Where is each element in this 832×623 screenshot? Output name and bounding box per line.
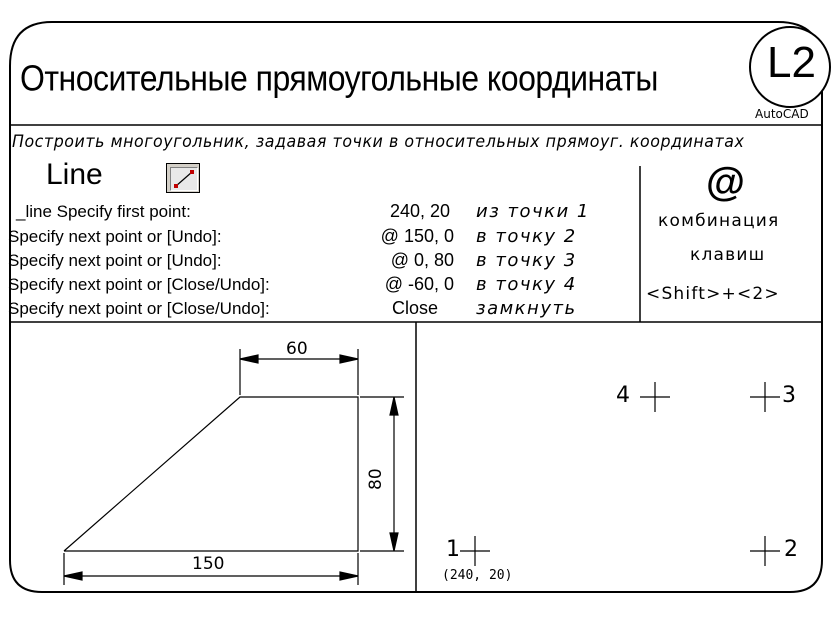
point-1-marker [460,536,490,566]
command-row-1-value: 240, 20 [389,201,450,221]
command-row-2-value: @ 150, 0 [380,226,454,246]
point-3-marker [750,382,780,412]
point-1-coords: (240, 20) [442,568,513,583]
dim-top-arrow-left [240,355,258,363]
command-name: Line [46,158,103,191]
command-row-1-prompt: _line Specify first point: [16,202,191,221]
shortcut-keys: <Shift>+<2> [646,284,780,304]
badge-caption: AutoCAD [755,107,809,121]
line-glyph-icon [171,168,197,190]
page-title: Относительные прямоугольные координаты [20,58,658,99]
shortcut-line-1: комбинация [658,211,780,231]
dim-top-arrow-right [340,355,358,363]
dim-bottom-label: 150 [192,554,225,574]
point-2-label: 2 [784,537,798,562]
dim-right-arrow-bottom [390,533,398,551]
task-description: Построить многоугольник, задавая точки в относительных прямоуг. координатах [12,132,745,152]
command-row-2-prompt: Specify next point or [Undo]: [8,227,222,246]
dim-top-label: 60 [286,339,308,359]
dim-right-arrow-top [390,397,398,415]
command-row-2-note: в точку 2 [476,226,577,247]
at-symbol: @ [706,160,746,204]
command-row-4-value: @ -60, 0 [384,274,454,294]
dim-bottom-arrow-left [64,572,82,580]
command-row-4-note: в точку 4 [476,274,577,295]
point-2-marker [750,536,780,566]
shortcut-line-2: клавиш [690,245,766,265]
command-row-4-prompt: Specify next point or [Close/Undo]: [8,275,270,294]
badge-number: L2 [767,38,816,87]
command-row-1-note: из точки 1 [476,201,590,222]
point-4-label: 4 [616,383,630,408]
line-tool-icon[interactable] [166,163,200,193]
command-row-3-value: @ 0, 80 [390,250,454,270]
line-tool-icon-face [170,167,198,191]
dim-bottom-arrow-right [340,572,358,580]
point-3-label: 3 [782,383,796,408]
command-row-5-prompt: Specify next point or [Close/Undo]: [8,299,270,318]
point-markers [460,382,780,566]
command-row-3-note: в точку 3 [476,250,577,271]
command-row-5-note: замкнуть [476,298,577,319]
command-row-5-value: Close [391,298,438,318]
polygon-shape [64,397,358,551]
point-4-marker [640,382,670,412]
polygon-drawing [64,349,404,585]
command-row-3-prompt: Specify next point or [Undo]: [8,251,222,270]
dim-right-label: 80 [366,468,386,490]
point-1-label: 1 [446,537,460,562]
